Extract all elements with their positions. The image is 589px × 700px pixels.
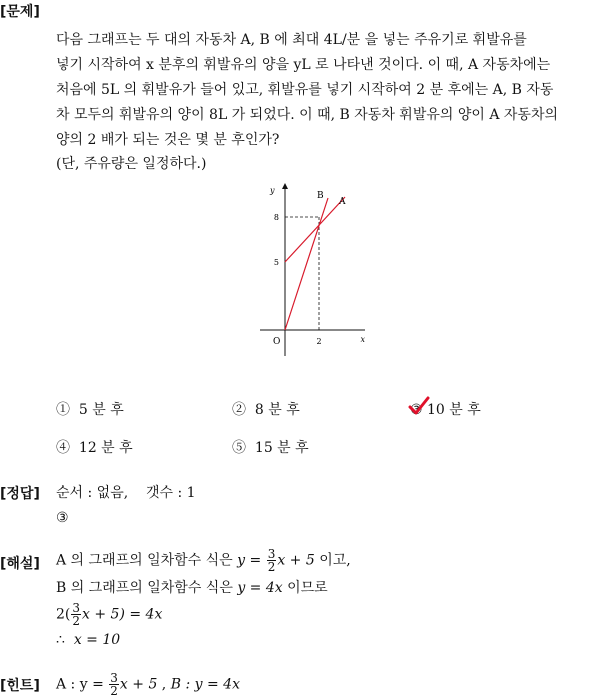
answer-value: ③ <box>56 510 69 526</box>
line-b <box>285 198 328 330</box>
choice-3[interactable] <box>410 400 481 420</box>
choice-2-num: ② <box>232 402 246 418</box>
problem-line-2: 넣기 시작하여 x 분후의 휘발유의 양을 yL 로 나타낸 것이다. 이 때, A 자동차에는 <box>56 57 551 73</box>
fraction-3-2-b: $\frac{3}{2}$ <box>72 601 81 628</box>
checkmark-icon <box>408 396 430 416</box>
function-graph <box>255 178 365 363</box>
explanation-line-4: ∴ x = 10 <box>56 632 121 648</box>
explanation-line-2: B 의 그래프의 일차함수 식은 y = 4x 이므로 <box>56 580 328 596</box>
line-a <box>285 197 345 262</box>
origin-label: O <box>273 337 281 347</box>
choice-2-text: 8 분 후 <box>254 402 300 418</box>
x-axis-label: x <box>360 335 365 344</box>
y-axis-label: y <box>270 186 275 195</box>
choice-1-text: 5 분 후 <box>78 402 124 418</box>
choice-5-num: ⑤ <box>232 440 246 456</box>
hint-label: [힌트] <box>0 678 40 694</box>
answer-count: 갯수 : 1 <box>145 485 196 501</box>
choice-4-text: 12 분 후 <box>78 440 133 456</box>
answer-label: [정답] <box>0 486 40 502</box>
problem-line-1: 다음 그래프는 두 대의 자동차 A, B 에 최대 4L/분 을 넣는 주유기로 휘발유를 <box>56 32 527 48</box>
tick-y8: 8 <box>273 213 279 222</box>
choice-5[interactable] <box>232 438 309 458</box>
fraction-3-2: $\frac{3}{2}$ <box>267 547 276 574</box>
fraction-3-2-c: $\frac{3}{2}$ <box>110 671 118 698</box>
line-b-label: B <box>317 191 324 201</box>
choice-1[interactable] <box>56 400 124 420</box>
answer-order: 순서 : 없음, <box>56 485 129 501</box>
explanation-label: [해설] <box>0 556 40 572</box>
problem-note: (단, 주유량은 일정하다.) <box>56 156 207 172</box>
answer-meta <box>56 481 196 506</box>
choice-4-num: ④ <box>56 440 70 456</box>
problem-line-5: 양의 2 배가 되는 것은 몇 분 후인가? <box>56 132 280 148</box>
tick-y5: 5 <box>273 258 279 267</box>
choice-5-text: 15 분 후 <box>254 440 309 456</box>
problem-line-4: 차 모두의 휘발유의 양이 8L 가 되었다. 이 때, B 자동차 휘발유의 양이 A 자동차의 <box>56 107 558 123</box>
line-a-label: A <box>339 197 346 207</box>
choice-4[interactable] <box>56 438 133 458</box>
explanation-line-3: 2( $\frac{3}{2}$ x + 5) = 4x <box>56 601 163 628</box>
tick-x2: 2 <box>316 337 322 346</box>
hint-line: A : y = $\frac{3}{2}$ x + 5 , B : y = 4x <box>56 671 240 698</box>
problem-line-3: 처음에 5L 의 휘발유가 들어 있고, 휘발유를 넣기 시작하여 2 분 후에는 A, B 자동 <box>56 82 554 98</box>
choice-2[interactable] <box>232 400 300 420</box>
problem-label: [문제] <box>0 4 40 20</box>
choice-1-num: ① <box>56 402 70 418</box>
choice-3-text: 10 분 후 <box>427 402 481 418</box>
choice-3-num: ③ <box>410 400 423 420</box>
explanation-line-1: A 의 그래프의 일차함수 식은 y = $\frac{3}{2}$ x + 5 이고, <box>56 547 351 574</box>
